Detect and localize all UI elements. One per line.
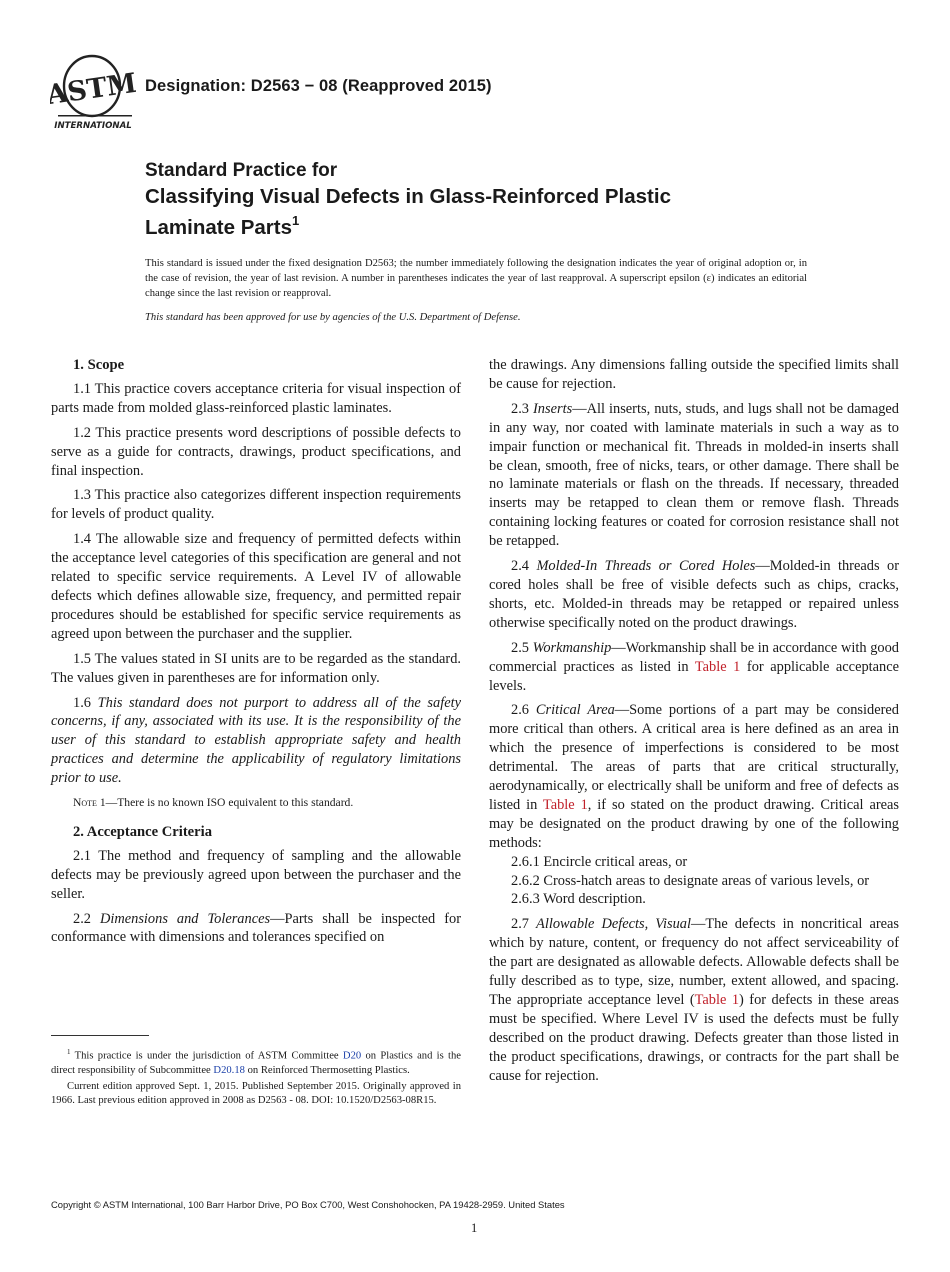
footnote-1-text-c: on Reinforced Thermosetting Plastics.	[244, 1064, 410, 1076]
committee-d20-link[interactable]: D20	[342, 1050, 362, 1062]
table-1-link[interactable]: Table 1	[694, 658, 741, 675]
page-number: 1	[471, 1221, 478, 1235]
para-2-7	[489, 915, 899, 1085]
designation: Designation: D2563 − 08 (Reapproved 2015)	[145, 77, 492, 95]
title-line-2: Classifying Visual Defects in Glass-Reinforced Plastic	[145, 185, 671, 208]
para-2-2-text: —Parts shall be inspected for conformance with dimensions and tolerances specified on	[51, 910, 461, 946]
table-1-link[interactable]: Table 1	[694, 992, 740, 1008]
para-2-3-num: 2.3	[511, 400, 534, 417]
para-1-1: 1.1 This practice covers acceptance criteria for visual inspection of parts made from molded glass-reinforced plastic laminates.	[51, 380, 461, 416]
para-1-6	[51, 694, 461, 789]
para-2-2-num: 2.2	[73, 910, 100, 927]
left-column	[51, 356, 461, 953]
copyright-line: Copyright © ASTM International, 100 Barr Harbor Drive, PO Box C700, West Conshohocken, PA 19428-2959. United States	[51, 1199, 565, 1210]
footnotes	[51, 1045, 461, 1111]
para-2-7-term: Allowable Defects, Visual	[536, 916, 691, 933]
para-2-4-num: 2.4	[511, 558, 537, 575]
para-1-6-text: This standard does not purport to address all of the safety concerns, if any, associated with its use. It is the responsibility of the user of this standard to establish appropriate safety and health practices and determine the applicability of regulatory limitations prior to use.	[51, 694, 461, 787]
footnote-1-text-a: This practice is under the jurisdiction of ASTM Committee	[70, 1050, 343, 1062]
logo-caption: INTERNATIONAL	[54, 121, 132, 131]
para-2-4-text: —Molded-in threads or cored holes shall be free of visible defects such as chips, cracks, shorts, etc. Molded-in threads may be retapped or repaired unless otherwise specifically noted on the product drawings.	[489, 558, 899, 631]
para-2-6-term: Critical Area	[535, 702, 615, 719]
title-main	[145, 184, 845, 240]
footnote-1-text-b: on Plastics and is the direct responsibility of Subcommittee	[51, 1050, 462, 1076]
footnote-1-mark: 1	[67, 1048, 71, 1056]
para-1-3: 1.3 This practice also categorizes different inspection requirements for levels of product quality.	[51, 487, 461, 523]
astm-logo-graphic	[50, 52, 136, 134]
subcommittee-d20-18-link[interactable]: D20.18	[213, 1064, 245, 1076]
dod-approval: This standard has been approved for use by agencies of the U.S. Department of Defense.	[145, 312, 521, 323]
para-2-7-num: 2.7	[511, 916, 537, 933]
footnote-1	[51, 1045, 461, 1078]
section-heading-scope: 1. Scope	[73, 357, 125, 373]
note-label: Note	[73, 796, 97, 810]
para-2-4-term: Molded-In Threads or Cored Holes	[536, 558, 756, 575]
para-2-6	[489, 701, 899, 852]
para-2-6-3: 2.6.3 Word description.	[511, 891, 646, 908]
para-2-4	[489, 557, 899, 633]
para-2-3	[489, 400, 899, 551]
right-column	[489, 356, 899, 1092]
para-1-4: 1.4 The allowable size and frequency of permitted defects within the acceptance level categories of this specification are general and not related to specific service requirements. A Level IV of allowable defects which defines allowable size, frequency, and permitted repair procedures should be established for specific service requirements as agreed upon between the purchaser and the supplier.	[51, 531, 461, 642]
para-2-5-text-b: for applicable acceptance levels.	[489, 658, 900, 694]
para-2-5-text-a: —Workmanship shall be in accordance with good commercial practices as listed in	[489, 639, 899, 675]
para-2-2	[51, 910, 461, 948]
title-block	[145, 160, 845, 240]
footnote-rule	[51, 1035, 149, 1036]
para-2-5-num: 2.5	[511, 639, 533, 656]
note-text: 1—There is no known ISO equivalent to this standard.	[96, 796, 354, 810]
para-1-2: 1.2 This practice presents word descriptions of possible defects to serve as a guide for contracts, drawings, product specifications, and final inspection.	[51, 424, 461, 479]
preamble: This standard is issued under the fixed designation D2563; the number immediately following the designation indicates the year of original adoption or, in the case of revision, the year of last revision. A number in parentheses indicates the year of last reapproval. A superscript epsilon (ε) indicates an editorial change since the last revision or reapproval.	[145, 258, 807, 299]
para-2-7-text-b: ) for defects in these areas must be specified. Where Level IV is used the defects must be fully described on the product drawing. Defects greater than those listed in the product specifications, drawings, or contracts for the part shall be cause for rejection.	[489, 992, 900, 1084]
para-2-7-text-a: —The defects in noncritical areas which by nature, content, or frequency do not affect serviceability of the part are designated as allowable defects. Allowable defects shall be fully described as to type, size, number, extent allowed, and spacing. The appropriate acceptance level (	[489, 916, 899, 1008]
para-2-6-2: 2.6.2 Cross-hatch areas to designate areas of various levels, or	[511, 872, 870, 889]
para-2-5-term: Workmanship	[532, 639, 612, 656]
para-2-6-1: 2.6.1 Encircle critical areas, or	[511, 853, 688, 870]
para-2-3-term: Inserts	[533, 400, 573, 417]
para-2-5	[489, 639, 899, 696]
para-2-2-continued: the drawings. Any dimensions falling outside the specified limits shall be cause for rejection.	[489, 357, 899, 392]
para-1-5: 1.5 The values stated in SI units are to be regarded as the standard. The values given in parentheses are for information only.	[51, 650, 461, 686]
para-2-6-num: 2.6	[511, 702, 536, 719]
para-2-6-text-a: —Some portions of a part may be considered more critical than others. A critical area is here defined as an area in which the presence of imperfections is considered to be most detrimental. The areas of parts that are critical structurally, aerodynamically, or electrically shall be uniform and free of defects as listed in	[489, 702, 899, 813]
astm-logo	[50, 52, 136, 134]
para-1-6-num: 1.6	[73, 694, 98, 711]
logo-letters: ASTM	[50, 67, 136, 112]
para-2-6-text-b: , if so stated on the product drawing. Critical areas may be designated on the product drawing by one of the following methods:	[489, 796, 900, 851]
table-1-link[interactable]: Table 1	[542, 796, 588, 813]
para-2-3-text: —All inserts, nuts, studs, and lugs shall not be damaged in any way, nor coated with laminate materials in such a way as to impair function or mechanical fit. Threads in molded-in inserts shall be clean, smooth, free of nicks, tears, or other damage. There shall be no laminate materials or flash on the threads. If necessary, threaded inserts may be retapped to clean them or remove flash. Threads containing locking features or coated for corrosion resistance shall not be retapped.	[489, 400, 899, 550]
footnote-2: Current edition approved Sept. 1, 2015. Published September 2015. Originally approved in 1966. Last previous edition approved in 2008 as D2563 - 08. DOI: 10.1520/D2563-08R15.	[51, 1081, 461, 1107]
note-1	[51, 794, 461, 813]
title-line-3: Laminate Parts	[145, 215, 292, 239]
title-footnote-mark: 1	[291, 213, 300, 228]
title-line-1: Standard Practice for	[145, 160, 338, 181]
para-2-2-term: Dimensions and Tolerances	[99, 910, 271, 927]
section-heading-acceptance: 2. Acceptance Criteria	[73, 823, 212, 840]
para-2-1: 2.1 The method and frequency of sampling and the allowable defects may be previously agreed upon between the purchaser and the seller.	[51, 847, 461, 902]
